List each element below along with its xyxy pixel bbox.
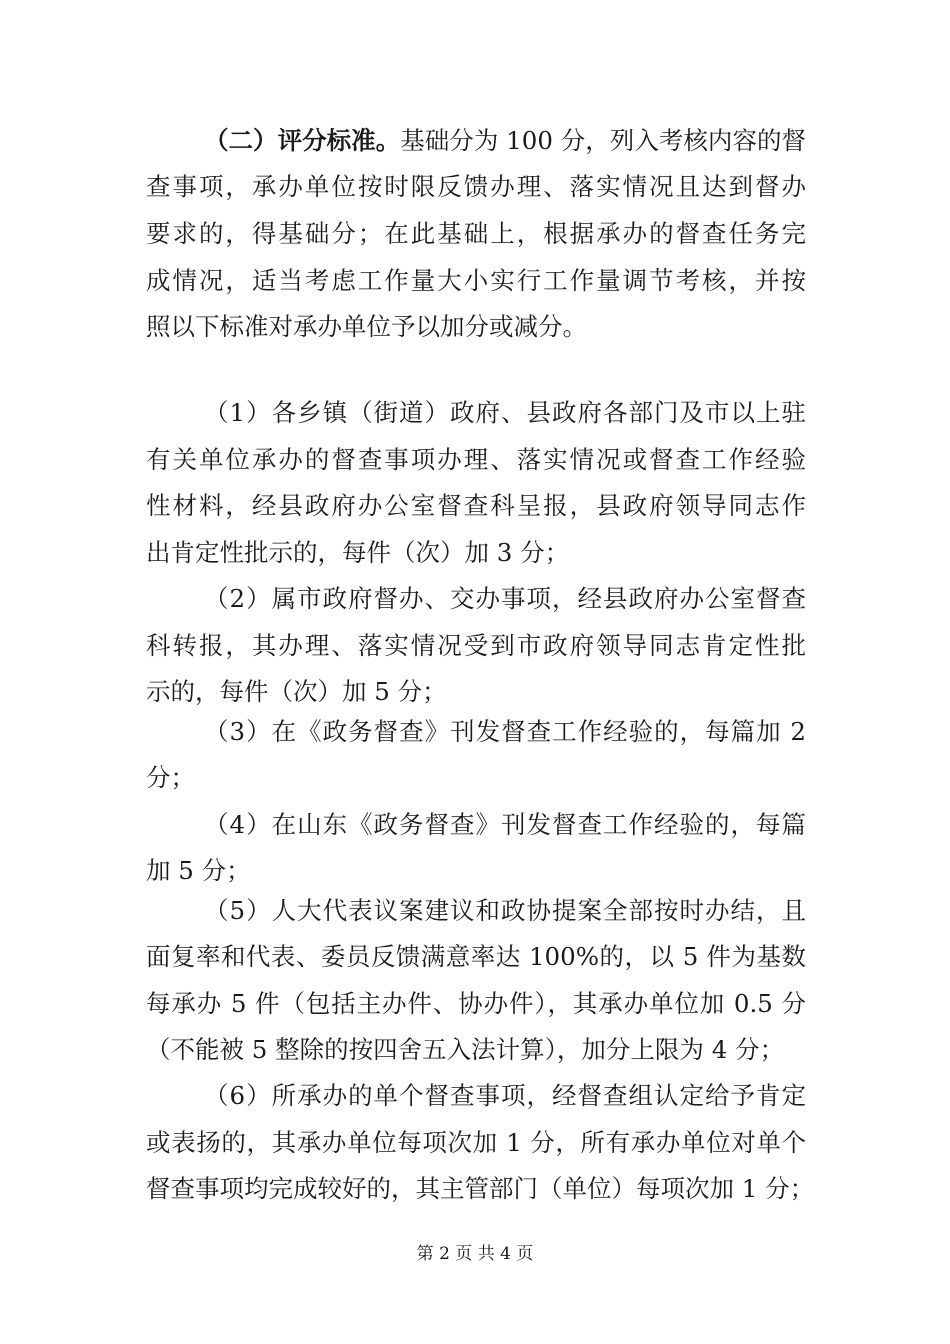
page-number-footer: 第 2 页 共 4 页 xyxy=(416,1244,534,1264)
item-1-line: （1）各乡镇（街道）政府、县政府各部门及市以上驻 xyxy=(204,398,806,427)
item-4-line: （4）在山东《政务督查》刊发督查工作经验的，每篇 xyxy=(204,810,806,839)
section-first-line xyxy=(204,126,806,156)
paragraph-line: 要求的，得基础分；在此基础上，根据承办的督查任务完 xyxy=(146,219,806,248)
item-2-line: 科转报，其办理、落实情况受到市政府领导同志肯定性批 xyxy=(146,631,806,660)
section-first-line-text: 基础分为 100 分，列入考核内容的督 xyxy=(400,126,806,155)
section-heading: （二）评分标准。 xyxy=(204,126,401,155)
paragraph-line: 查事项，承办单位按时限反馈办理、落实情况且达到督办 xyxy=(146,172,806,201)
item-3-line: （3）在《政务督查》刊发督查工作经验的，每篇加 2 xyxy=(204,717,806,746)
item-1-line: 性材料，经县政府办公室督查科呈报，县政府领导同志作 xyxy=(146,491,806,520)
item-2-line: 示的，每件（次）加 5 分； xyxy=(146,677,447,706)
paragraph-line: 照以下标准对承办单位予以加分或减分。 xyxy=(146,312,587,341)
item-1-line: 有关单位承办的督查事项办理、落实情况或督查工作经验 xyxy=(146,445,806,474)
item-2-line: （2）属市政府督办、交办事项，经县政府办公室督查 xyxy=(204,584,806,613)
item-1-line: 出肯定性批示的，每件（次）加 3 分； xyxy=(146,538,570,567)
item-6-line: 督查事项均完成较好的，其主管部门（单位）每项次加 1 分； xyxy=(146,1174,815,1203)
item-5-line: （不能被 5 整除的按四舍五入法计算），加分上限为 4 分； xyxy=(146,1035,785,1064)
item-5-line: （5）人大代表议案建议和政协提案全部按时办结，且 xyxy=(204,896,806,925)
item-6-line: 或表扬的，其承办单位每项次加 1 分，所有承办单位对单个 xyxy=(146,1128,806,1157)
item-3-line: 分； xyxy=(146,763,195,792)
item-5-line: 每承办 5 件（包括主办件、协办件），其承办单位加 0.5 分 xyxy=(146,989,806,1018)
item-6-line: （6）所承办的单个督查事项，经督查组认定给予肯定 xyxy=(204,1081,806,1110)
item-5-line: 面复率和代表、委员反馈满意率达 100%的，以 5 件为基数 xyxy=(146,942,806,971)
item-4-line: 加 5 分； xyxy=(146,856,251,885)
paragraph-line: 成情况，适当考虑工作量大小实行工作量调节考核，并按 xyxy=(146,266,806,295)
